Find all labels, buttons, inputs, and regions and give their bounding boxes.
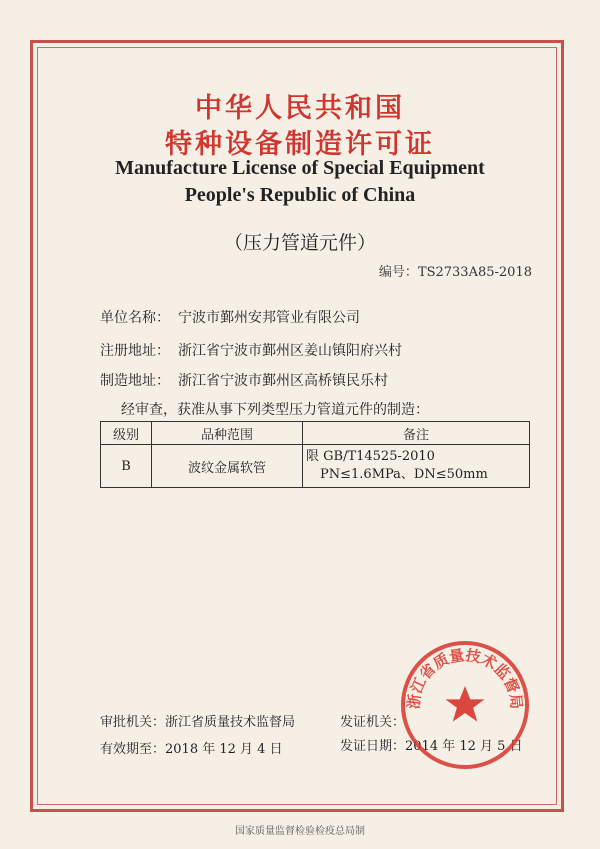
- cell-note: [303, 445, 530, 488]
- footer-issuer: 国家质量监督检验检疫总局制: [235, 826, 365, 837]
- table-row: [101, 445, 530, 488]
- unit-name-value: 宁波市鄞州安邦管业有限公司: [178, 310, 360, 326]
- unit-name-label: 单位名称：: [100, 310, 170, 326]
- table-header-row: [101, 422, 530, 445]
- cell-range: 波纹金属软管: [152, 445, 303, 488]
- manufacturing-address-row: [100, 370, 388, 390]
- unit-name-row: [100, 307, 360, 327]
- approval-intro: 经审查，获准从事下列类型压力管道元件的制造：: [121, 402, 429, 418]
- title-en-line2: People's Republic of China: [184, 184, 416, 206]
- approver-label: 审批机关：: [100, 715, 166, 730]
- manufacturing-address-value: 浙江省宁波市鄞州区高桥镇民乐村: [178, 373, 388, 389]
- registered-address-value: 浙江省宁波市鄞州区姜山镇阳府兴村: [178, 343, 402, 359]
- license-number: 编号：TS2733A85-2018: [378, 265, 532, 280]
- table-header-note: 备注: [303, 422, 530, 445]
- subtitle: （压力管道元件）: [223, 232, 376, 254]
- issue-date-value: 2014 年 12 月 5 日: [405, 739, 523, 754]
- issue-date-label: 发证日期：: [340, 739, 406, 754]
- seal-text: 浙江省质量技术监督局: [404, 646, 526, 710]
- seal-star-icon: [446, 686, 485, 722]
- registered-address-row: [100, 340, 402, 360]
- cell-level: B: [101, 445, 152, 488]
- note-line-2: PN≤1.6MPa、DN≤50mm: [320, 467, 488, 482]
- issuer-label: 发证机关：: [340, 715, 406, 730]
- valid-until-value: 2018 年 12 月 4 日: [165, 742, 283, 757]
- approver-row: [100, 711, 295, 730]
- official-seal: [398, 638, 532, 772]
- valid-until-row: [100, 738, 283, 757]
- table-header-range: 品种范围: [152, 422, 303, 445]
- manufacturing-address-label: 制造地址：: [100, 373, 170, 389]
- valid-until-label: 有效期至：: [100, 742, 166, 757]
- scope-table: [100, 421, 530, 488]
- title-cn-line1: 中华人民共和国: [195, 93, 405, 124]
- table-header-level: 级别: [101, 422, 152, 445]
- issuer-row: [340, 711, 405, 730]
- note-line-1: 限 GB/T14525-2010: [306, 449, 435, 464]
- approver-value: 浙江省质量技术监督局: [165, 715, 296, 730]
- title-en-line1: Manufacture License of Special Equipment: [115, 157, 485, 179]
- registered-address-label: 注册地址：: [100, 343, 170, 359]
- title-cn-line2: 特种设备制造许可证: [165, 129, 435, 160]
